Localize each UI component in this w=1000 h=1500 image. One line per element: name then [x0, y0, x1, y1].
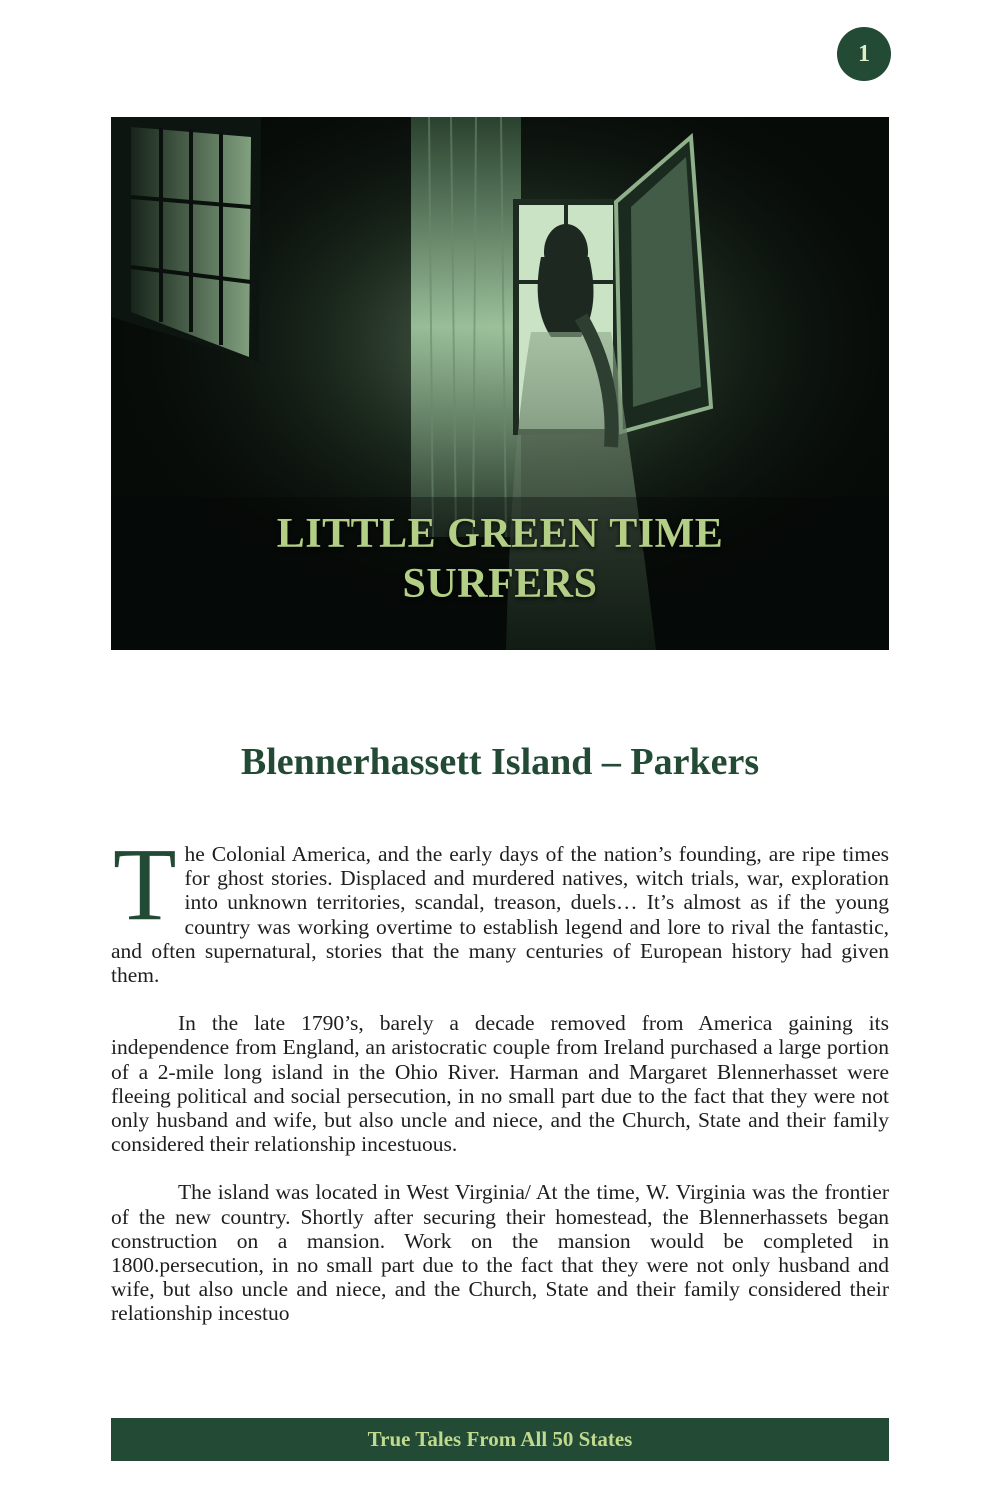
drop-cap: T: [113, 827, 177, 942]
paragraph-1-text: he Colonial America, and the early days of the nation’s founding, are ripe times for ghost stories. Displaced and murdered natives, witch trials, war, exploration into unknown territories, scandal, treason, duels… It’s almost as if the young country was working overtime to establish legend and lore to rival the fantastic, and often supernatural, stories that the many centuries of European history had given them.: [111, 842, 889, 988]
hero-image: [111, 117, 889, 650]
article-heading: Blennerhassett Island – Parkers: [240, 741, 760, 783]
chapter-title-line-2: SURFERS: [402, 561, 598, 607]
chapter-title: [111, 509, 889, 609]
article-body: [111, 827, 889, 1350]
chapter-title-line-1: LITTLE GREEN TIME: [276, 511, 724, 557]
footer-bar: [111, 1418, 889, 1461]
page-number-badge: [837, 27, 891, 81]
paragraph-2: In the late 1790’s, barely a decade removed from America gaining its independence from England, an aristocratic couple from Ireland purchased a large portion of a 2-mile long island in the Ohio River. Harman and Margaret Blennerhasset were fleeing political and social persecution, in no small part due to the fact that they were not only husband and wife, but also uncle and niece, and the Church, State and their family considered their relationship incestuous.: [111, 1011, 889, 1157]
paragraph-3: The island was located in West Virginia/ At the time, W. Virginia was the frontier of the new country. Shortly after securing their homestead, the Blennerhassets began construction on a mansion. Work on the mansion would be completed in 1800.persecution, in no small part due to the fact that they were not only husband and wife, but also uncle and niece, and the Church, State and their family considered their relationship incestuo: [111, 1180, 889, 1326]
footer-text: True Tales From All 50 States: [367, 1427, 633, 1451]
paragraph-1: [111, 827, 889, 988]
page-number: 1: [858, 40, 870, 67]
